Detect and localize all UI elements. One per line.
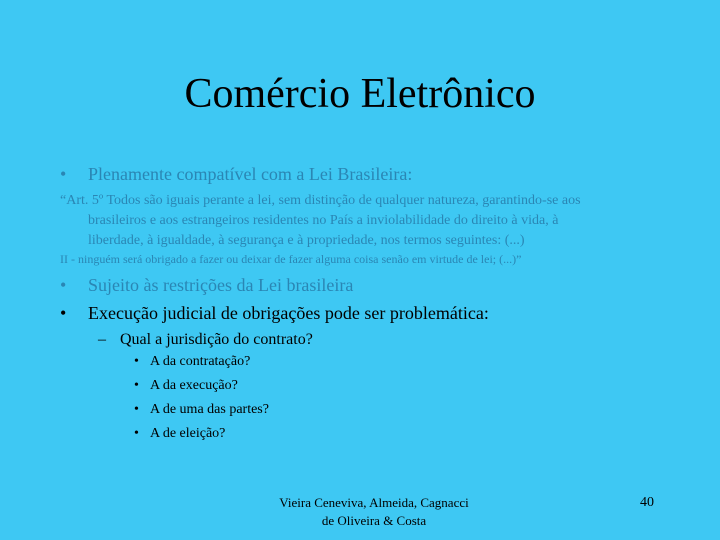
- bullet-icon: •: [60, 303, 67, 323]
- page-number: 40: [640, 495, 654, 510]
- bullet-icon: •: [134, 354, 139, 369]
- footer-authors: [236, 494, 512, 530]
- subpoint-text: Qual a jurisdição do contrato?: [120, 331, 313, 348]
- bullet-icon: •: [134, 402, 139, 417]
- option-text: A da execução?: [150, 378, 238, 393]
- dash-icon: –: [98, 331, 106, 348]
- slide-title: Comércio Eletrônico: [184, 71, 536, 117]
- quote-line: brasileiros e aos estrangeiros residentes no País a inviolabilidade do direito à vida, à: [88, 213, 559, 228]
- bullet-icon: •: [60, 275, 67, 295]
- bullet-icon: •: [134, 378, 139, 393]
- footer-line: de Oliveira & Costa: [321, 513, 427, 528]
- bullet-text: Sujeito às restrições da Lei brasileira: [88, 275, 354, 295]
- option-text: A da contratação?: [150, 354, 251, 369]
- quote-line: “Art. 5º Todos são iguais perante a lei, sem distinção de qualquer natureza, garantindo-se aos: [60, 193, 581, 208]
- quote-line-ii: II - ninguém será obrigado a fazer ou deixar de fazer alguma coisa senão em virtude de lei; (...)”: [60, 252, 522, 266]
- footer-line: Vieira Ceneviva, Almeida, Cagnacci: [279, 495, 469, 510]
- bullet-icon: •: [60, 164, 67, 184]
- bullet-text: Plenamente compatível com a Lei Brasileira:: [88, 164, 413, 184]
- bullet-icon: •: [134, 426, 139, 441]
- quote-line: liberdade, à igualdade, à segurança e à propriedade, nos termos seguintes: (...): [88, 233, 525, 248]
- option-text: A de uma das partes?: [150, 402, 269, 417]
- option-text: A de eleição?: [150, 426, 226, 441]
- bullet-text: Execução judicial de obrigações pode ser problemática:: [88, 303, 489, 323]
